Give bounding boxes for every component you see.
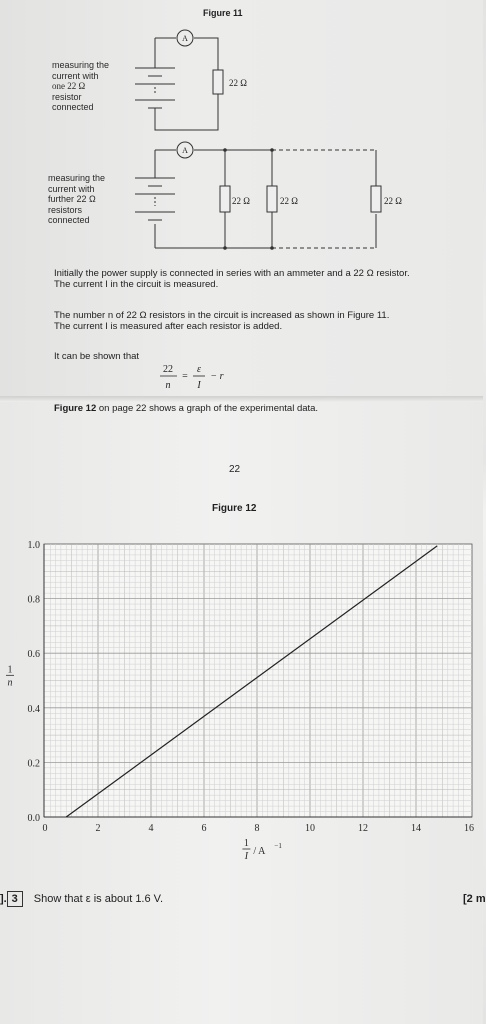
- x-tick-label: 2: [95, 823, 101, 834]
- figure12-title: Figure 12: [212, 503, 257, 514]
- resistor-label: 22 Ω: [280, 196, 298, 206]
- paragraph-4: [54, 403, 318, 414]
- x-tick-label: 8: [254, 823, 260, 834]
- question-prefix: ].: [0, 893, 7, 905]
- resistor-icon: [267, 186, 277, 212]
- eq-num1: 22: [163, 364, 173, 375]
- y-tick-label: 0.2: [27, 758, 40, 770]
- grid: [44, 544, 472, 817]
- paragraph-2: [54, 310, 389, 332]
- y-axis-label-den: n: [7, 677, 13, 689]
- circuit2: [135, 142, 381, 250]
- caption-line: current with: [52, 70, 99, 81]
- para-line: The current I is measured after each resistor is added.: [54, 321, 283, 332]
- eq-den2: I: [197, 380, 201, 391]
- x-axis-label-unit: / A: [253, 846, 266, 857]
- resistor-icon: [220, 186, 230, 212]
- x-tick-label: 12: [358, 823, 368, 834]
- para-line: The current I in the circuit is measured.: [54, 279, 219, 290]
- y-tick-label: 0.8: [27, 594, 40, 606]
- question-text: Show that ε is about 1.6 V.: [33, 893, 164, 905]
- para-text: on page 22 shows a graph of the experimental data.: [96, 403, 319, 414]
- x-axis-label-den: I: [244, 851, 249, 862]
- y-axis-label-num: 1: [7, 664, 13, 676]
- x-tick-label: 16: [464, 823, 474, 834]
- x-axis-label-num: 1: [243, 838, 249, 849]
- x-axis-label-exp: −1: [274, 842, 282, 850]
- y-tick-label: 1.0: [27, 540, 40, 551]
- eq-equals: =: [182, 371, 188, 382]
- para-line: Initially the power supply is connected in series with an ammeter and a 22 Ω resistor.: [54, 268, 410, 279]
- page-number: 22: [229, 464, 241, 475]
- caption-line: further 22 Ω: [48, 194, 96, 204]
- figure11-title: Figure 11: [203, 8, 243, 18]
- marks: [2 m: [463, 893, 486, 905]
- caption-line: resistors: [48, 204, 83, 215]
- x-tick-label: 0: [42, 823, 48, 834]
- battery-icon: [135, 178, 175, 220]
- eq-num2: ε: [197, 364, 201, 375]
- y-tick-label: 0.6: [27, 649, 40, 661]
- resistor-label: 22 Ω: [229, 78, 247, 88]
- question-number: 3: [7, 891, 23, 907]
- ammeter-label: A: [182, 34, 188, 43]
- resistor-icon: [213, 70, 223, 94]
- caption-line: connected: [52, 102, 94, 112]
- battery-icon: [135, 68, 175, 108]
- caption-line: measuring the: [52, 60, 110, 70]
- eq-minus-r: − r: [210, 371, 224, 382]
- caption-line: connected: [48, 215, 90, 225]
- x-tick-label: 6: [201, 823, 207, 834]
- figure12-ref: Figure 12: [54, 403, 97, 414]
- figure11-circuits: [0, 0, 483, 260]
- x-tick-label: 10: [305, 823, 315, 834]
- equation: [150, 360, 230, 396]
- ammeter-label: A: [182, 146, 188, 155]
- y-tick-label: 0.0: [27, 813, 40, 824]
- para-line: The number n of 22 Ω resistors in the circuit is increased as shown in Figure 11.: [54, 310, 390, 321]
- circuit1: [135, 30, 223, 130]
- paragraph-3: It can be shown that: [54, 351, 140, 362]
- paragraph-1: [54, 268, 410, 290]
- caption-line: measuring the: [48, 173, 106, 183]
- eq-den1: n: [165, 380, 171, 391]
- resistor-label: 22 Ω: [232, 196, 250, 206]
- caption-line: current with: [48, 183, 95, 194]
- figure12-graph: [0, 520, 483, 865]
- x-tick-label: 14: [411, 823, 421, 834]
- question-row: [0, 891, 163, 907]
- resistor-icon: [371, 186, 381, 212]
- caption-line: one 22 Ω: [52, 81, 86, 91]
- resistor-label: 22 Ω: [384, 196, 402, 206]
- y-tick-label: 0.4: [27, 703, 40, 715]
- caption-line: resistor: [52, 91, 82, 102]
- x-tick-label: 4: [148, 823, 154, 834]
